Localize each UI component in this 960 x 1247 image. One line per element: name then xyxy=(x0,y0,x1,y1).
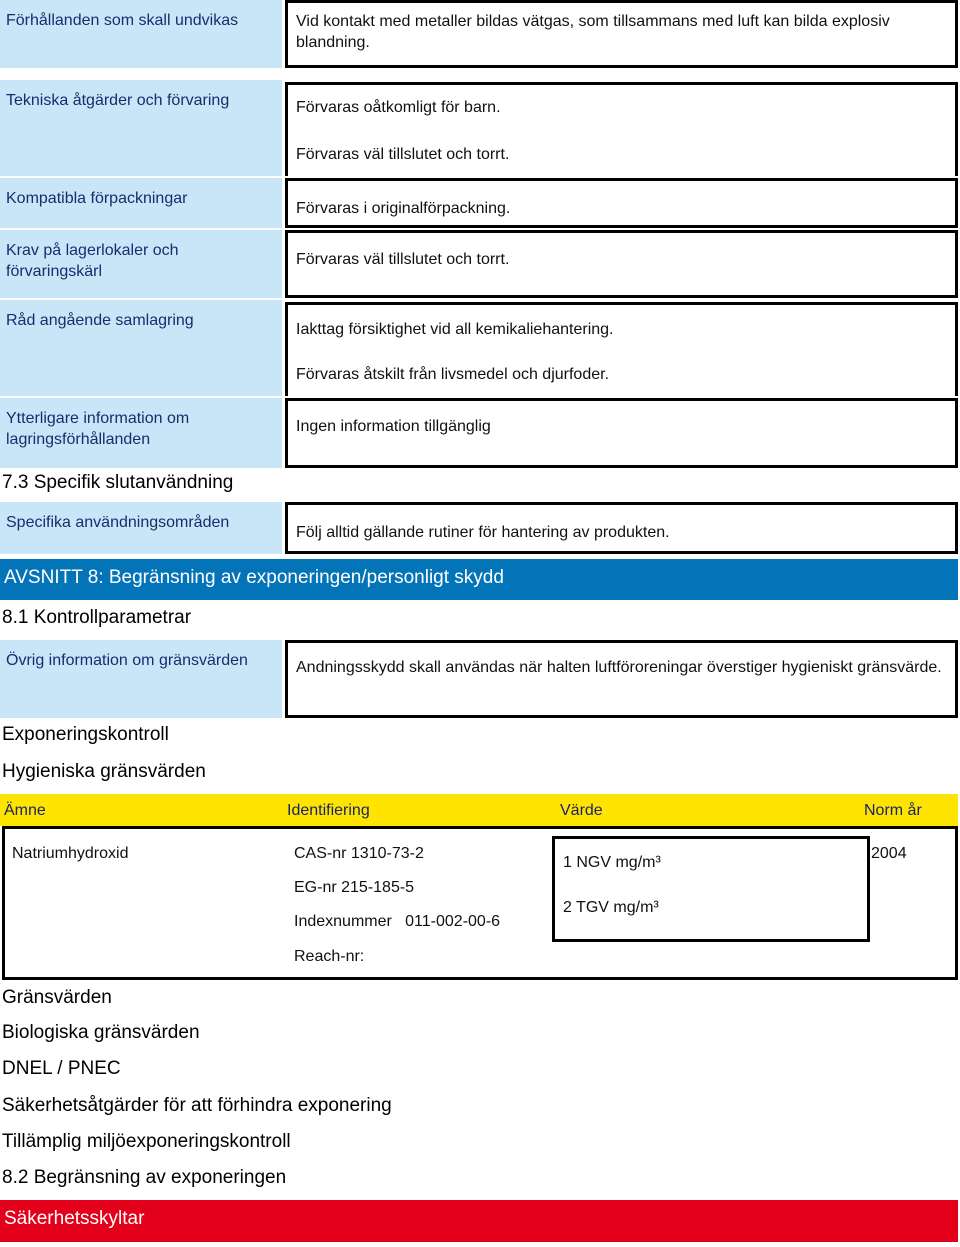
label-other-limit-info: Övrig information om gränsvärden xyxy=(0,640,282,718)
cell-tgv-value: 2 TGV mg/m³ xyxy=(563,899,659,916)
label-further-storage-info: Ytterligare information om lagringsförhållanden xyxy=(0,398,282,468)
cell-eg-number: EG-nr 215-185-5 xyxy=(294,879,415,896)
cell-index-number: Indexnummer 011-002-00-6 xyxy=(294,913,501,930)
heading-8-1: 8.1 Kontrollparametrar xyxy=(2,607,192,628)
heading-limit-values: Gränsvärden xyxy=(2,987,112,1008)
cell-substance: Natriumhydroxid xyxy=(12,845,129,862)
mixed-storage-line-2: Förvaras åtskilt från livsmedel och djurfoder. xyxy=(296,366,610,383)
storage-premises-value: Förvaras väl tillslutet och torrt. xyxy=(296,251,510,268)
label-compatible-packaging: Kompatibla förpackningar xyxy=(0,178,282,228)
specific-uses-text xyxy=(285,502,958,554)
conditions-to-avoid-text xyxy=(285,0,958,68)
technical-measures-line-1: Förvaras oåtkomligt för barn. xyxy=(296,99,501,116)
label-conditions-to-avoid: Förhållanden som skall undvikas xyxy=(0,0,282,68)
header-identification: Identifiering xyxy=(287,802,370,819)
heading-biological-limits: Biologiska gränsvärden xyxy=(2,1022,200,1043)
limits-table-header xyxy=(0,794,958,826)
cell-cas-number: CAS-nr 1310-73-2 xyxy=(294,845,424,862)
other-limit-info-value: Andningsskydd skall användas när halten luftföroreningar överstiger hygieniskt gränsvärde. xyxy=(296,659,942,676)
limits-table-row xyxy=(2,826,958,980)
technical-measures-text xyxy=(285,82,958,176)
cell-ngv-value: 1 NGV mg/m³ xyxy=(563,854,661,871)
heading-env-exposure-control: Tillämplig miljöexponeringskontroll xyxy=(2,1131,291,1152)
label-technical-measures: Tekniska åtgärder och förvaring xyxy=(0,80,282,176)
label-specific-uses: Specifika användningsområden xyxy=(0,502,282,554)
cell-norm-year: 2004 xyxy=(871,845,907,862)
header-norm-year: Norm år xyxy=(864,802,922,819)
heading-exposure-control: Exponeringskontroll xyxy=(2,724,169,745)
mixed-storage-line-1: Iakttag försiktighet vid all kemikaliehantering. xyxy=(296,321,614,338)
label-mixed-storage: Råd angående samlagring xyxy=(0,300,282,396)
safety-signs-banner: Säkerhetsskyltar xyxy=(0,1200,958,1242)
header-substance: Ämne xyxy=(4,802,46,819)
compatible-packaging-text xyxy=(285,178,958,228)
label-storage-premises: Krav på lagerlokaler och förvaringskärl xyxy=(0,230,282,298)
technical-measures-line-2: Förvaras väl tillslutet och torrt. xyxy=(296,146,510,163)
heading-dnel-pnec: DNEL / PNEC xyxy=(2,1058,121,1079)
compatible-packaging-value: Förvaras i originalförpackning. xyxy=(296,200,511,217)
heading-hygienic-limits: Hygieniska gränsvärden xyxy=(2,761,206,782)
specific-uses-value: Följ alltid gällande rutiner för hantering av produkten. xyxy=(296,524,670,541)
heading-8-2: 8.2 Begränsning av exponeringen xyxy=(2,1167,287,1188)
value-box xyxy=(552,836,870,942)
further-storage-info-text xyxy=(285,398,958,468)
section-8-banner: AVSNITT 8: Begränsning av exponeringen/personligt skydd xyxy=(0,559,958,600)
cell-reach-number: Reach-nr: xyxy=(294,948,365,965)
heading-7-3: 7.3 Specifik slutanvändning xyxy=(2,472,234,493)
further-storage-info-value: Ingen information tillgänglig xyxy=(296,418,491,435)
other-limit-info-text xyxy=(285,640,958,718)
storage-premises-text xyxy=(285,230,958,298)
mixed-storage-text xyxy=(285,302,958,396)
conditions-to-avoid-value: Vid kontakt med metaller bildas vätgas, som tillsammans med luft kan bilda explosiv blandning. xyxy=(296,13,890,51)
header-value: Värde xyxy=(560,802,603,819)
heading-safety-measures: Säkerhetsåtgärder för att förhindra exponering xyxy=(2,1095,392,1116)
